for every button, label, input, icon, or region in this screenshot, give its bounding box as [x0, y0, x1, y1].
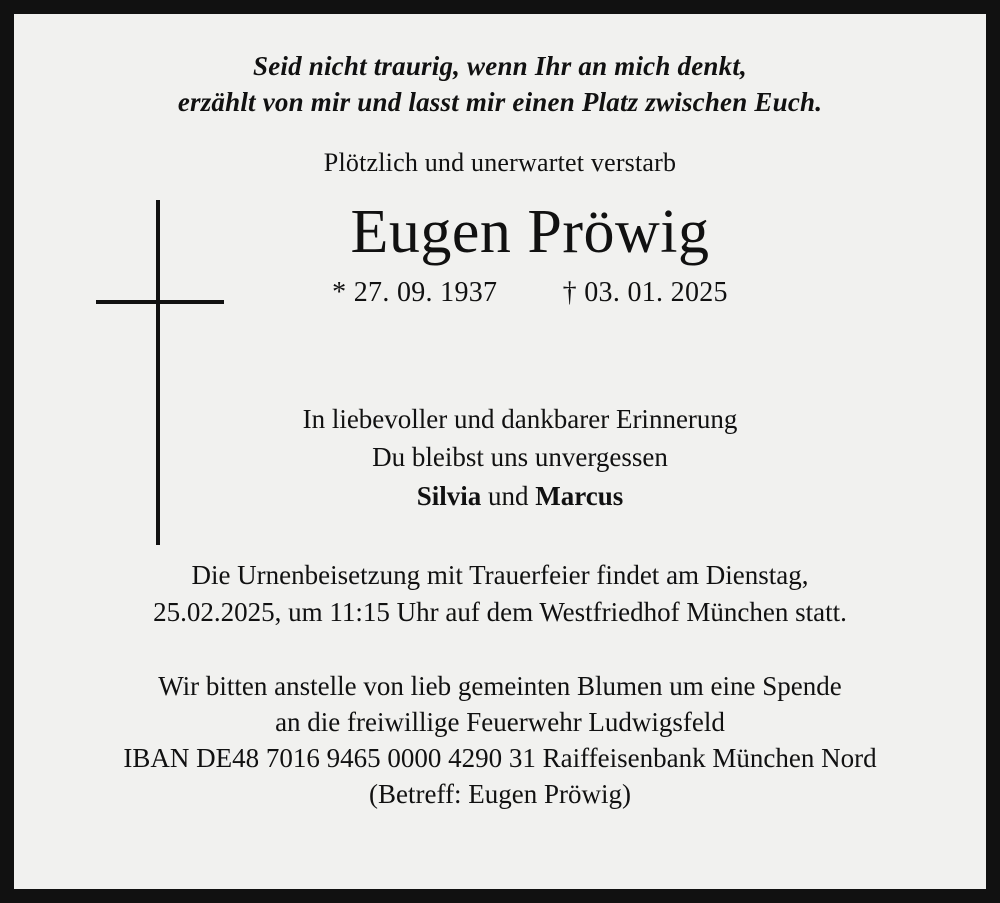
funeral-line-2: 25.02.2025, um 11:15 Uhr auf dem Westfriedhof München statt.	[153, 597, 847, 628]
survivor-name-1: Silvia	[416, 480, 482, 511]
memorial-line-1: In liebevoller und dankbarer Erinnerung	[302, 404, 738, 435]
deceased-name: Eugen Pröwig	[350, 198, 710, 267]
verse-line-1: Seid nicht traurig, wenn Ihr an mich denkt,	[253, 51, 747, 81]
verse-line-2: erzählt von mir und lasst mir einen Platz zwischen Euch.	[177, 87, 823, 118]
memorial-verse	[79, 48, 922, 120]
notice-inner	[14, 14, 986, 889]
intro-text: Plötzlich und unerwartet verstarb	[323, 148, 677, 178]
birth-date: * 27. 09. 1937	[332, 277, 498, 309]
donation-line-2: an die freiwillige Feuerwehr Ludwigsfeld	[275, 706, 725, 737]
memorial-line-2: Du bleibst uns unvergessen	[372, 441, 668, 472]
donation-iban: IBAN DE48 7016 9465 0000 4290 31 Raiffeisenbank München Nord	[123, 743, 877, 774]
donation-line-1: Wir bitten anstelle von lieb gemeinten Blumen um eine Spende	[158, 670, 842, 701]
funeral-line-1: Die Urnenbeisetzung mit Trauerfeier findet am Dienstag,	[191, 560, 809, 591]
donation-reference: (Betreff: Eugen Pröwig)	[369, 779, 631, 810]
survivors-conjunction: und	[481, 480, 536, 511]
name-block	[42, 200, 958, 309]
donation-request	[42, 668, 958, 813]
cross-icon	[88, 200, 228, 545]
funeral-details	[42, 557, 958, 632]
death-date: † 03. 01. 2025	[562, 277, 728, 309]
cross-vertical-bar	[156, 200, 160, 545]
survivor-name-2: Marcus	[535, 480, 624, 511]
cross-horizontal-bar	[96, 300, 224, 304]
